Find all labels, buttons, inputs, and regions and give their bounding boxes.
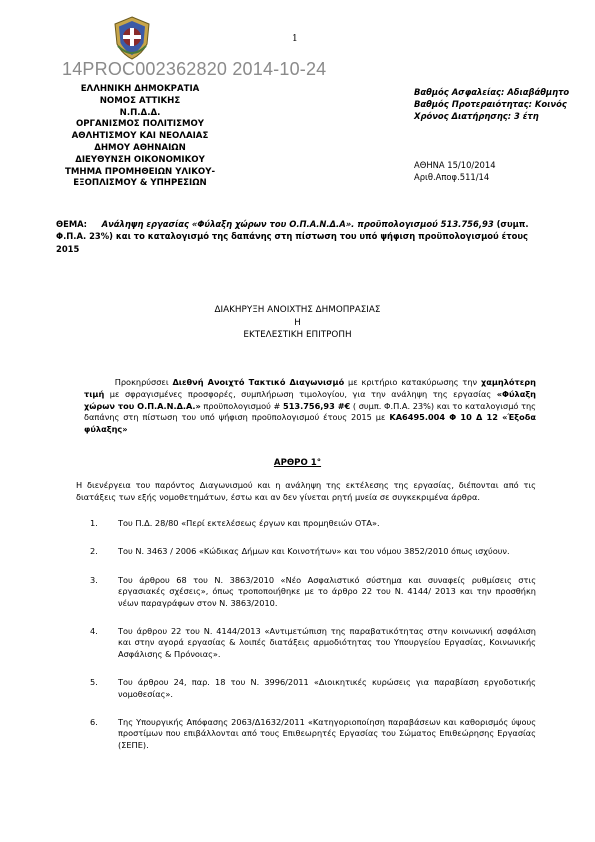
list-item-text: Της Υπουργικής Απόφασης 2063/Δ1632/2011 «Κατηγοριοποίηση παραβάσεων και καθορισμός ύψους προστίμων που επιβάλλονται από τους Επιθεωρητές Εργασίας του Σώματος Επιθεώρησης Εργασίας (ΣΕΠΕ). (118, 717, 536, 750)
document-stamp: 14PROC002362820 2014-10-24 (62, 59, 327, 79)
list-item (90, 717, 536, 751)
hellenic-emblem-icon (112, 16, 152, 60)
list-item-number: 3. (90, 574, 98, 585)
list-item-number: 6. (90, 717, 98, 728)
intro-text: προϋπολογισμού # (200, 400, 283, 411)
list-item-text: Του άρθρου 22 του Ν. 4144/2013 «Αντιμετώπιση της παραβατικότητας στην κοινωνική ασφάλιση και στην αγορά εργασίας & λοιπές διατάξεις αρμοδιότητας του Υπουργείου Εργασίας, Κοινωνικής Ασφάλισης & Πρόνοιας». (118, 626, 536, 659)
intro-emphasis: ΚΑ6495.004 Φ 10 Δ 12 «Έξοδα φύλαξης» (84, 412, 536, 435)
declaration-heading (0, 304, 595, 342)
issuing-organization-block (40, 84, 240, 190)
list-item (90, 518, 536, 529)
document-date: ΑΘΗΝΑ 15/10/2014 (414, 160, 496, 170)
article-heading (0, 458, 595, 468)
list-item-number: 4. (90, 626, 98, 637)
org-line: ΝΟΜΟΣ ΑΤΤΙΚΗΣ (99, 95, 181, 106)
subject-title: Ανάληψη εργασίας «Φύλαξη χώρων του Ο.Π.Α.Ν.Δ.Α». προϋπολογισμού 513.756,93 (101, 219, 494, 229)
org-line: Ν.Π.Δ.Δ. (119, 107, 161, 118)
intro-emphasis: Διεθνή Ανοιχτό Τακτικό Διαγωνισμό (172, 377, 345, 387)
org-line: ΑΘΛΗΤΙΣΜΟΥ ΚΑΙ ΝΕΟΛΑΙΑΣ (71, 131, 209, 142)
article-paragraph: Η διενέργεια του παρόντος Διαγωνισμού και η ανάληψη της εκτέλεσης της εργασίας, διέπονται από τις διατάξεις των εξής νομοθετημάτων, έστω και αν δεν γίνεται ρητή μνεία σε συγκεκριμένα άρθρα. (76, 480, 536, 502)
intro-paragraph (84, 377, 536, 436)
priority-level: Βαθμός Προτεραιότητας: Κοινός (414, 99, 567, 110)
intro-emphasis: χαμηλότερη τιμή (84, 377, 536, 399)
retention-period: Χρόνος Διατήρησης: 3 έτη (414, 111, 539, 122)
legislation-list (90, 518, 536, 768)
list-item-text: Του Π.Δ. 28/80 «Περί εκτελέσεως έργων και προμηθειών ΟΤΑ». (118, 518, 380, 528)
decision-number: Αριθ.Αποφ.511/14 (414, 171, 490, 182)
article-title: ΑΡΘΡΟ 1° (273, 458, 322, 468)
list-item-number: 5. (90, 677, 98, 688)
subject-label: ΘΕΜΑ: (56, 219, 88, 229)
list-item (90, 626, 536, 660)
list-item-text: Του άρθρου 68 του Ν. 3863/2010 «Νέο Ασφαλιστικό σύστημα και συναφείς ρυθμίσεις στις εργασιακές σχέσεις», όπως τροποποιήθηκε με το άρθρο 22 του Ν. 4144/ 2013 και την προσθήκη νέων παραγράφων στον Ν. 3863/2010. (118, 574, 536, 608)
subject-block (56, 218, 536, 255)
list-item-number: 2. (90, 546, 98, 557)
org-line: ΔΗΜΟΥ ΑΘΗΝΑΙΩΝ (94, 142, 186, 153)
declaration-line: ΕΚΤΕΛΕΣΤΙΚΗ ΕΠΙΤΡΟΠΗ (243, 330, 352, 341)
classification-block (414, 86, 569, 123)
org-line: ΕΛΛΗΝΙΚΗ ΔΗΜΟΚΡΑΤΙΑ (80, 84, 200, 94)
org-line: ΔΙΕΥΘΥΝΣΗ ΟΙΚΟΝΟΜΙΚΟΥ (75, 154, 205, 165)
intro-text: με κριτήριο κατακύρωσης την (344, 377, 481, 387)
intro-emphasis: «Φύλαξη χώρων του Ο.Π.Α.Ν.Δ.Α.» (84, 388, 536, 411)
intro-text: ( συμπ. Φ.Π.Α. 23%) και το καταλογισμό της δαπάνης στη πίστωση του υπό ψήφιση προϋπολογισμού έτους 2015 με (84, 400, 536, 423)
org-line: ΤΜΗΜΑ ΠΡΟΜΗΘΕΙΩΝ ΥΛΙΚΟΥ- (64, 166, 216, 177)
list-item-text: Του Ν. 3463 / 2006 «Κώδικας Δήμων και Κοινοτήτων» και του νόμου 3852/2010 όπως ισχύουν. (118, 546, 510, 557)
intro-text: με σφραγισμένες προσφορές, συμπλήρωση τιμολογίου, για την ανάληψη της εργασίας (104, 388, 497, 399)
intro-text: Προκηρύσσει (114, 377, 173, 387)
subject-details: (συμπ. Φ.Π.Α. 23%) και το καταλογισμό της δαπάνης στη πίστωση του υπό ψήφιση προϋπολογισμού έτους 2015 (56, 219, 529, 254)
intro-emphasis: 513.756,93 #€ (283, 400, 351, 411)
list-item (90, 575, 536, 609)
list-item (90, 677, 536, 700)
org-line: ΟΡΓΑΝΙΣΜΟΣ ΠΟΛΙΤΙΣΜΟΥ (75, 119, 205, 130)
declaration-line: Η (294, 317, 301, 328)
declaration-line: ΔΙΑΚΗΡΥΞΗ ΑΝΟΙΧΤΗΣ ΔΗΜΟΠΡΑΣΙΑΣ (214, 305, 381, 315)
date-reference-block (414, 160, 496, 183)
list-item-text: Του άρθρου 24, παρ. 18 του Ν. 3996/2011 «Διοικητικές κυρώσεις για παραβίαση εργοδοτικής νομοθεσίας». (118, 677, 536, 699)
org-line: ΕΞΟΠΛΙΣΜΟΥ & ΥΠΗΡΕΣΙΩΝ (73, 178, 207, 189)
list-item-number: 1. (90, 518, 98, 528)
list-item (90, 546, 536, 557)
security-level: Βαθμός Ασφαλείας: Αδιαβάθμητο (414, 87, 570, 97)
page-number: 1 (292, 34, 298, 44)
